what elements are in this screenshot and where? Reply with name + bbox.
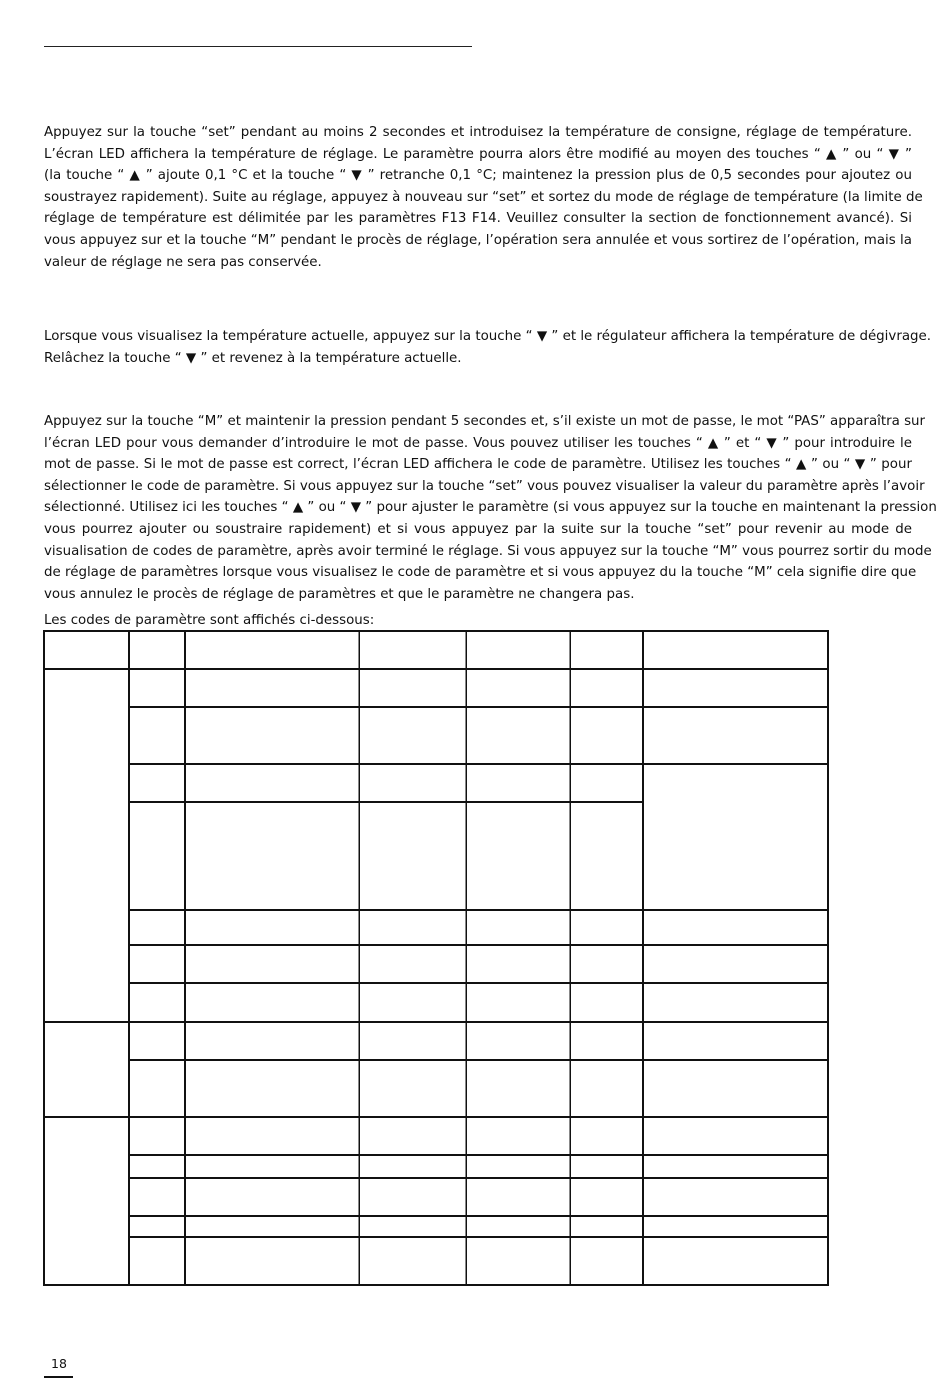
text-line: l’écran LED pour vous demander d’introduire le mot de passe. Vous pouvez utiliser les touches “ ▲ ” et “ ▼ ” pour introduire le xyxy=(44,435,912,451)
text-line: visualisation de codes de paramètre, après avoir terminé le réglage. Si vous appuyez sur la touche “M” vous pourrez sortir du mode xyxy=(44,543,932,559)
text-line: vous annulez le procès de réglage de paramètres et que le paramètre ne changera pas. xyxy=(44,586,635,602)
text-line: sélectionner le code de paramètre. Si vous appuyez sur la touche “set” vous pouvez visualiser la valeur du paramètre après l’avoir xyxy=(44,478,925,494)
parameter-table xyxy=(43,630,829,1286)
page-number-rule xyxy=(44,1376,73,1378)
text-line: sélectionné. Utilisez ici les touches “ ▲ ” ou “ ▼ ” pour ajuster le paramètre (si vous appuyez sur la touche en maintenant la pression xyxy=(44,500,937,516)
text-line: de réglage de paramètres lorsque vous visualisez le code de paramètre et si vous appuyez du la touche “M” cela signifie dire que xyxy=(44,565,917,581)
text-line: (la touche “ ▲ ” ajoute 0,1 °C et la touche “ ▼ ” retranche 0,1 °C; maintenez la pression plus de 0,5 secondes pour ajoutez ou xyxy=(44,168,912,184)
paragraph-parameter-mode xyxy=(44,411,937,605)
text-line: L’écran LED affichera la température de réglage. Le paramètre pourra alors être modifié au moyen des touches “ ▲ ” ou “ ▼ ” xyxy=(44,146,912,162)
text-line: Relâchez la touche “ ▼ ” et revenez à la température actuelle. xyxy=(44,350,462,366)
text-line: valeur de réglage ne sera pas conservée. xyxy=(44,254,322,270)
text-line: Appuyez sur la touche “set” pendant au moins 2 secondes et introduisez la température de consigne, réglage de température. xyxy=(44,125,912,140)
text-line: soustrayez rapidement). Suite au réglage, appuyez à nouveau sur “set” et sortez du mode de réglage de température (la limite de xyxy=(44,189,923,205)
text-line: vous appuyez sur et la touche “M” pendant le procès de réglage, l’opération sera annulée et vous sortirez de l’opération, mais la xyxy=(44,232,912,248)
top-rule xyxy=(44,46,472,47)
parameter-table-grid xyxy=(43,630,829,1286)
text-line: vous pourrez ajouter ou soustraire rapidement) et si vous appuyez par la suite sur la touche “set” pour revenir au mode de xyxy=(44,521,912,537)
text-line: Lorsque vous visualisez la température actuelle, appuyez sur la touche “ ▼ ” et le régulateur affichera la température de dégivrage. xyxy=(44,329,932,344)
text-line: mot de passe. Si le mot de passe est correct, l’écran LED affichera le code de paramètre. Utilisez les touches “ ▲ ” ou “ ▼ ” pour xyxy=(44,457,912,473)
text-line: réglage de température est délimitée par les paramètres F13 F14. Veuillez consulter la section de fonctionnement avancé). Si xyxy=(44,211,912,227)
paragraph-defrost-display xyxy=(44,326,932,369)
page-number: 18 xyxy=(51,1356,67,1371)
text-line: Appuyez sur la touche “M” et maintenir la pression pendant 5 secondes et, s’il existe un mot de passe, le mot “PAS” apparaîtra sur xyxy=(44,414,926,429)
paragraph-setpoint-adjust xyxy=(44,122,923,273)
table-intro: Les codes de paramètre sont affichés ci-dessous: xyxy=(44,613,375,628)
